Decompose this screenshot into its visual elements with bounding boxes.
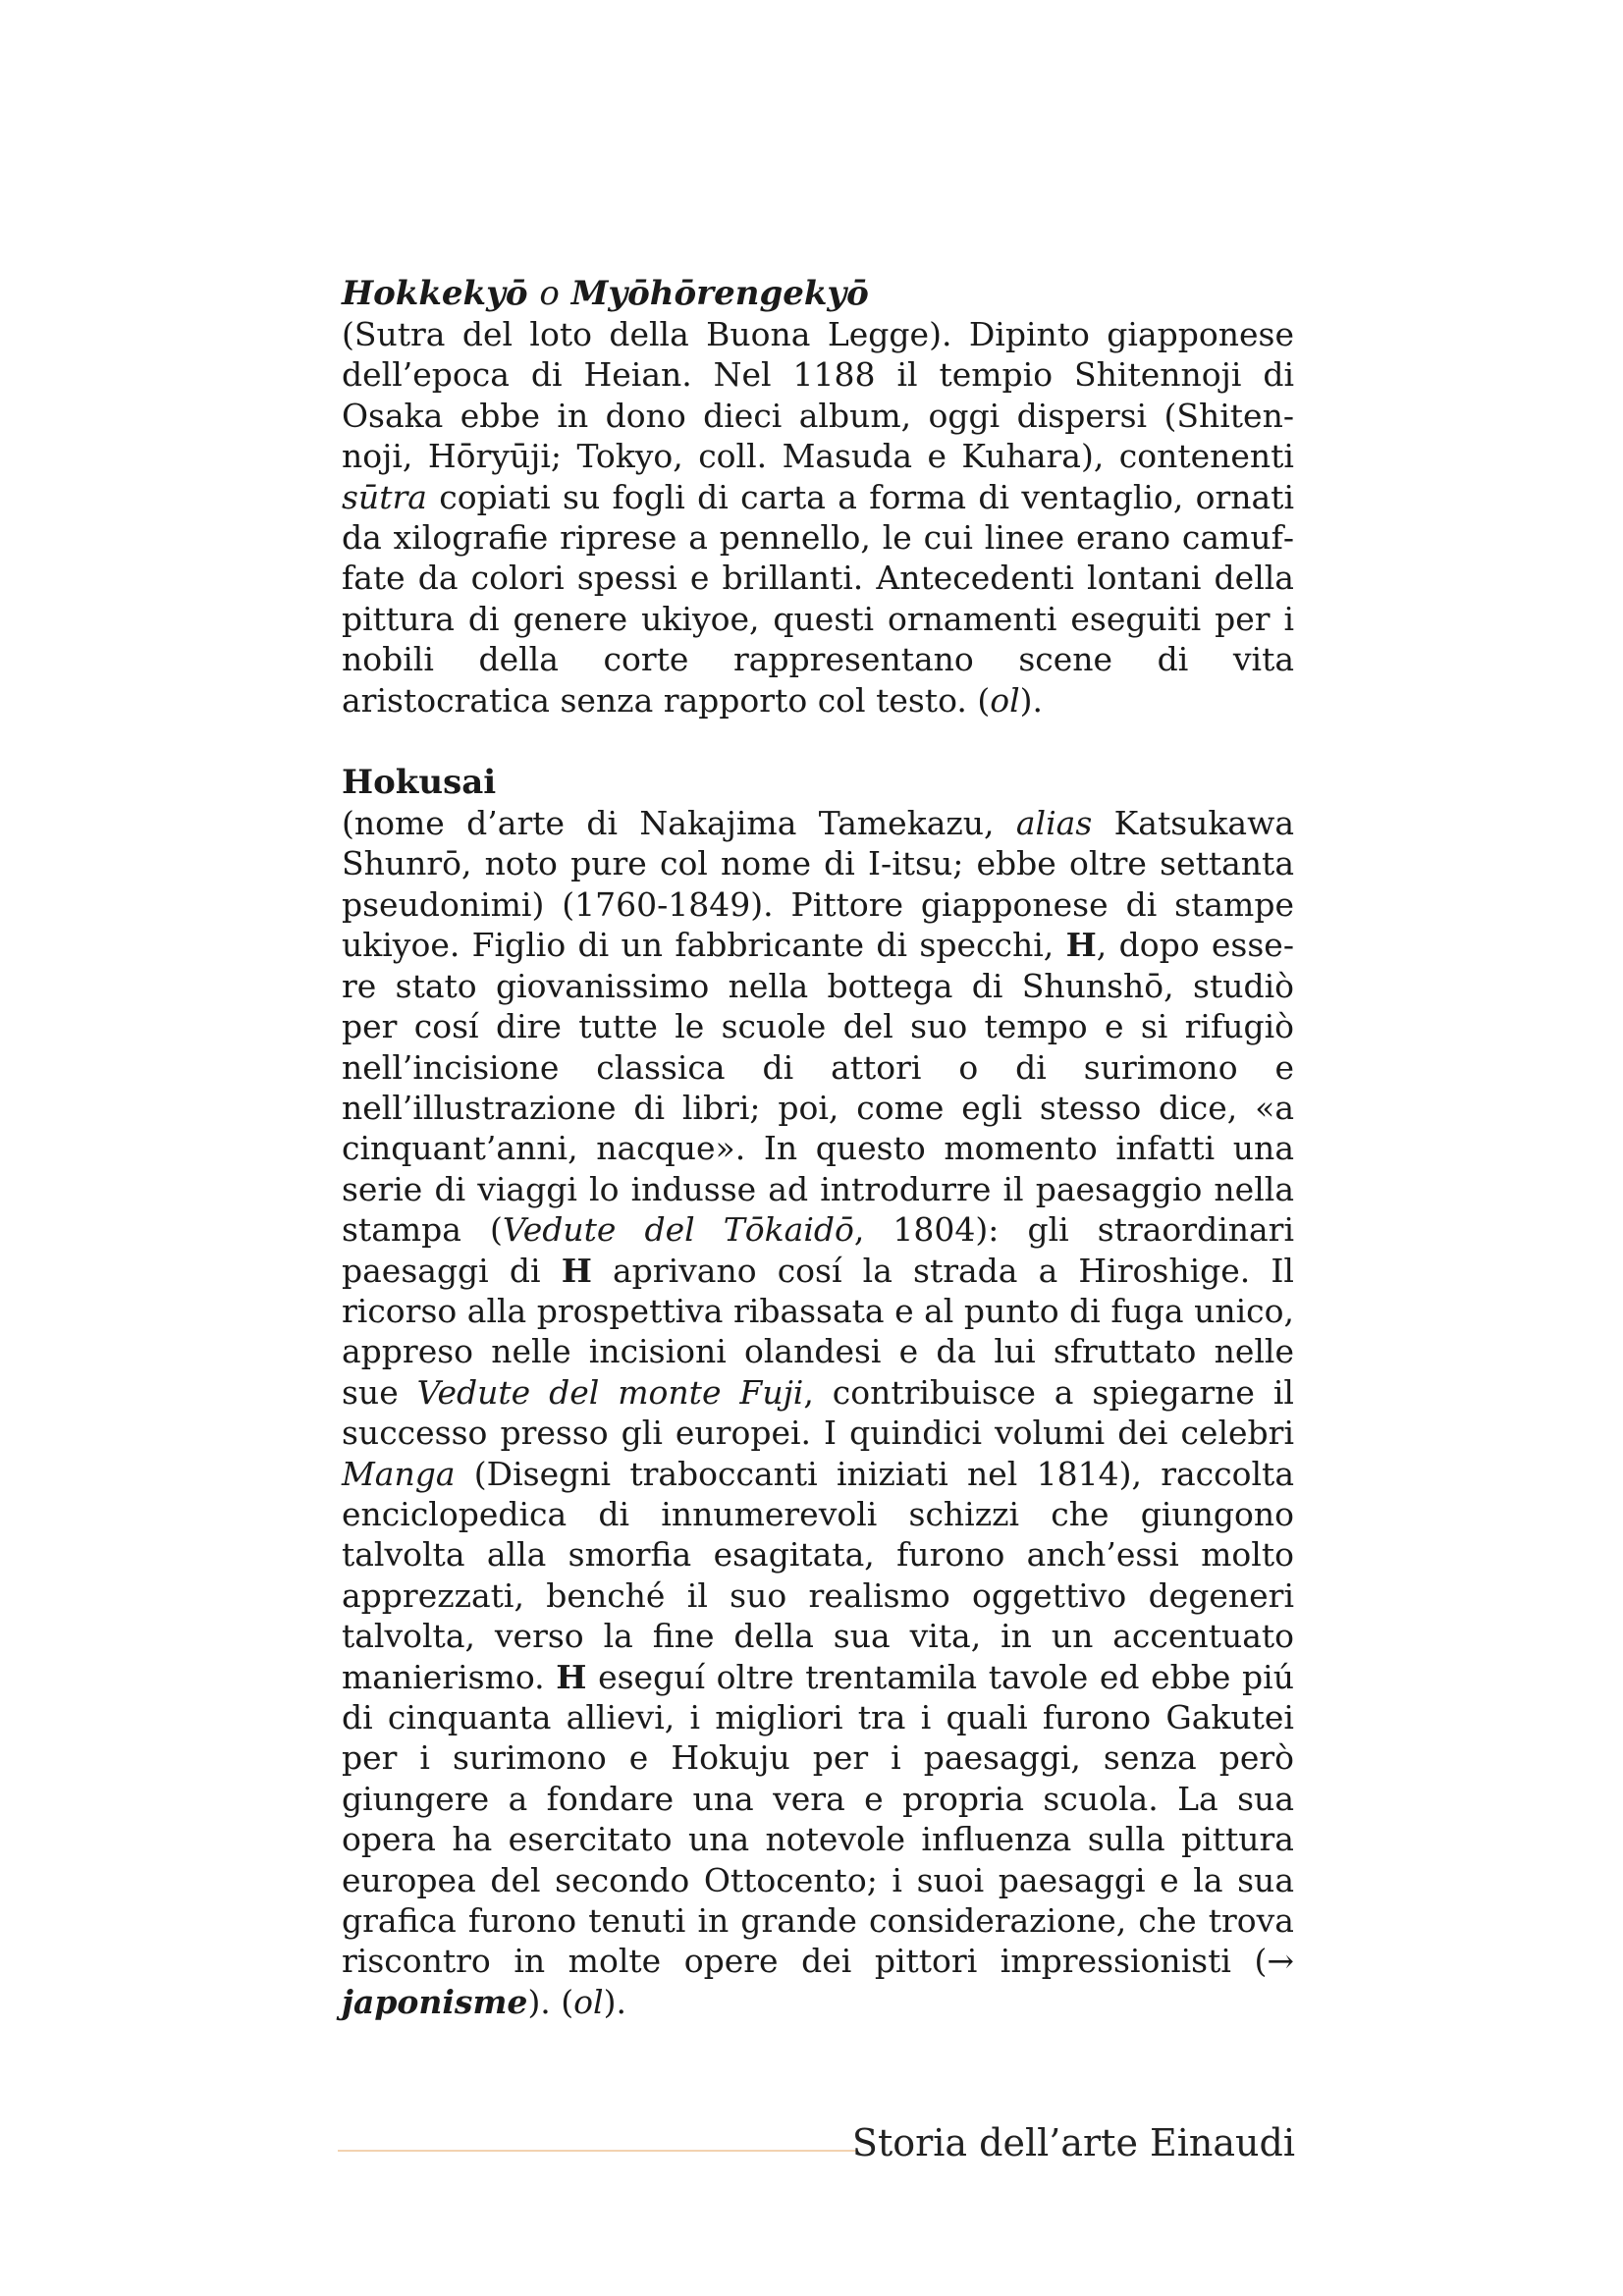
body-text: , 1804): gli straordinari paesaggi di [342, 1210, 1295, 1290]
cross-reference-link[interactable]: japonisme [342, 1982, 528, 2021]
body-italic-title: Manga [342, 1454, 456, 1493]
body-text: (Sutra del loto della Buona Legge). Dipinto giapponese dell’epoca di Heian. Nel 1188 il tempio Shitennoji di Osaka ebbe in dono dieci album, oggi dispersi (Shitennoji, Hōryūji; Tokyo, coll. Masuda e Kuhara), contenenti [342, 315, 1294, 476]
body-italic-term: sūtra [342, 477, 427, 516]
page-content [342, 273, 1294, 2022]
entry-body [342, 314, 1294, 721]
footer-divider [338, 2150, 856, 2152]
body-italic-title: Vedute del monte Fuji [416, 1372, 804, 1412]
page-footer [338, 2118, 1295, 2177]
author-signature: ol [990, 680, 1020, 720]
headword-abbrev: H [561, 1251, 592, 1290]
body-italic-title: Vedute del Tōkaidō [502, 1210, 854, 1250]
author-signature: ol [573, 1982, 604, 2021]
headword-abbrev: H [1065, 926, 1097, 965]
body-text: Katsukawa Shunrō, noto pure col nome di I-itsu; ebbe oltre settanta pseudonimi) (1760-1849). Pittore giapponese di stampe ukiyoe. Figlio di un fabbricante di specchi, [342, 804, 1295, 965]
entry-title: Hokusai [342, 763, 497, 803]
cross-reference-arrow-icon: → [1267, 1942, 1294, 1981]
entry-title-alt: Myōhōrengekyō [570, 274, 869, 313]
body-text: ). ( [527, 1982, 574, 2021]
body-text: ). [1019, 680, 1044, 720]
footer-publication-title: Storia dell’arte Einaudi [851, 2121, 1295, 2164]
body-text: (nome d’arte di Nakajima Tamekazu, [342, 804, 1016, 843]
body-text: eseguí oltre trentamila tavole ed ebbe piú di cinquanta allievi, i migliori tra i quali furono Gakutei per i surimono e Hokuju per i paesaggi, senza però giungere a fondare una vera e propria scuola. La sua opera ha esercitato una notevole influenza sulla pittura europea del secondo Ottocento; i suoi paesaggi e la sua grafica furono tenuti in grande considerazione, che trova riscontro in molte opere dei pittori impressionisti ( [342, 1657, 1294, 1981]
entry-hokkekyo [342, 273, 1294, 721]
headword-abbrev: H [556, 1657, 587, 1696]
body-text: aprivano cosí la strada a Hiroshige. Il ricorso alla prospettiva ribassata e al punto di fuga unico, appreso nelle incisioni olandesi e da lui sfruttato nelle sue [342, 1251, 1294, 1412]
entry-title-main: Hokkekyō [342, 274, 528, 313]
body-italic-term: alias [1015, 804, 1093, 843]
body-text: , contribuisce a spiegarne il successo presso gli europei. I quindici volumi dei celebri [342, 1372, 1294, 1453]
entry-title-connector: o [539, 274, 560, 313]
body-text: , dopo essere stato giovanissimo nella bottega di Shunshō, studiò per cosí dire tutte le scuole del suo tempo e si rifugiò nell’incisione classica di attori o di surimono e nell’illustrazione di libri; poi, come egli stesso dice, «a cinquant’anni, nacque». In questo momento infatti una serie di viaggi lo indusse ad introdurre il paesaggio nella stampa ( [342, 926, 1294, 1250]
body-text: ). [603, 1982, 626, 2021]
body-text: (Disegni traboccanti iniziati nel 1814), raccolta enciclopedica di innumerevoli schizzi che giungono talvolta alla smorfia esagitata, furono anch’essi molto apprezzati, benché il suo realismo oggettivo degeneri talvolta, verso la fine della sua vita, in un accentuato manierismo. [342, 1454, 1294, 1696]
entry-body [342, 803, 1294, 2022]
entry-hokusai [342, 762, 1294, 2022]
entry-title [342, 273, 1294, 314]
body-text: copiati su fogli di carta a forma di ventaglio, ornati da xilografie riprese a pennello, le cui linee erano camuffate da colori spessi e brillanti. Antecedenti lontani della pittura di genere ukiyoe, questi ornamenti eseguiti per i nobili della corte rappresentano scene di vita aristocratica senza rapporto col testo. ( [342, 477, 1294, 720]
